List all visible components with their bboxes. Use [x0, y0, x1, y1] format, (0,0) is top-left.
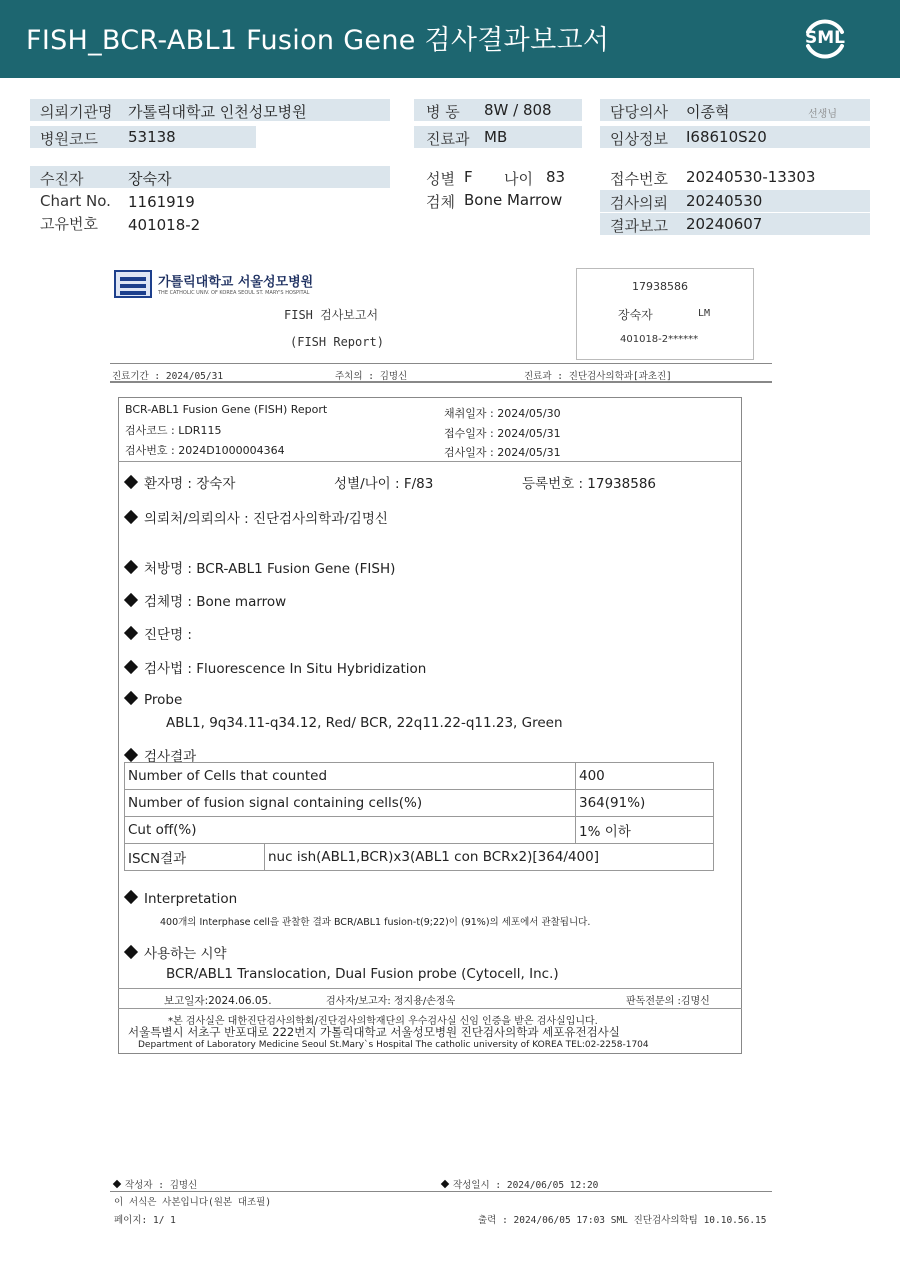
dept-value: MB: [484, 128, 508, 146]
hospital-code-value: 53138: [128, 128, 176, 146]
patient-name-line: 환자명 : 장숙자: [126, 472, 235, 492]
receipt-date: 접수일자 : 2024/05/31: [444, 427, 561, 440]
table-row: [125, 844, 714, 871]
dept-label: 진료과: [426, 130, 470, 148]
receipt-value: 20240530-13303: [686, 168, 816, 186]
bullet-icon: [124, 626, 138, 640]
hospital-value: 가톨릭대학교 인천성모병원: [128, 103, 307, 121]
chart-label: Chart No.: [40, 192, 111, 210]
report-divider: [118, 461, 742, 462]
patient-name-value: 장숙자: [128, 170, 172, 188]
header-banner: [0, 0, 900, 78]
department: 진료과 : 진단검사의학과[과초진]: [524, 371, 672, 382]
doctor-value: 이종혁: [686, 103, 730, 121]
receipt-label: 접수번호: [610, 170, 668, 188]
table-cell: Number of fusion signal containing cells(%): [125, 790, 576, 817]
patient-name-field: [30, 166, 390, 188]
test-code: 검사코드 : LDR115: [125, 424, 222, 437]
box-number: 17938586: [632, 280, 688, 293]
result-report-value: 20240607: [686, 215, 763, 233]
bullet-icon: [124, 691, 138, 705]
sml-logo-text: SML: [805, 28, 845, 48]
reagent-heading: 사용하는 시약: [126, 942, 227, 962]
bullet-icon: [124, 945, 138, 959]
specimen-line: 검체명 : Bone marrow: [126, 590, 286, 610]
scan-title: FISH 검사보고서: [284, 308, 379, 322]
rule-top: [110, 363, 772, 364]
pathologist: 판독전문의 :김명신: [626, 996, 710, 1007]
age-value: 83: [546, 168, 566, 186]
department-english: Department of Laboratory Medicine Seoul St.Mary`s Hospital The catholic university of KOREA TEL:02-2258-1704: [138, 1040, 649, 1050]
request-label: 검사의뢰: [610, 194, 668, 212]
unique-id-value: 401018-2: [128, 216, 201, 234]
doctor-suffix: 선생님: [808, 109, 837, 120]
print-info: 출력 : 2024/06/05 17:03 SML 진단검사의학팀 10.10.56.15: [478, 1215, 767, 1226]
box-name: 장숙자: [618, 308, 653, 322]
bullet-icon: [124, 660, 138, 674]
table-cell: Number of Cells that counted: [125, 763, 576, 790]
report-date: 보고일자:2024.06.05.: [164, 995, 272, 1007]
bullet-icon: [124, 890, 138, 904]
test-date: 검사일자 : 2024/05/31: [444, 446, 561, 459]
bullet-icon: [124, 748, 138, 762]
table-cell: Cut off(%): [125, 817, 576, 844]
iscn-label: ISCN결과: [125, 844, 265, 871]
specimen-value: Bone Marrow: [464, 191, 563, 209]
reagent-text: BCR/ABL1 Translocation, Dual Fusion probe (Cytocell, Inc.): [166, 966, 559, 982]
result-heading: 검사결과: [126, 745, 196, 765]
bullet-icon: [113, 1180, 121, 1188]
sex-label: 성별: [426, 170, 455, 188]
table-cell: 400: [576, 763, 714, 790]
table-row: [125, 790, 714, 817]
box-code: LM: [698, 308, 711, 319]
hospital-emblem-icon: [114, 270, 152, 298]
result-report-label: 결과보고: [610, 217, 668, 235]
registration-number: 등록번호 : 17938586: [522, 476, 657, 492]
bullet-icon: [124, 593, 138, 607]
clinical-label: 임상정보: [610, 130, 668, 148]
table-cell: 364(91%): [576, 790, 714, 817]
sex-value: F: [464, 168, 473, 186]
iscn-value: nuc ish(ABL1,BCR)x3(ABL1 con BCRx2)[364/400]: [265, 844, 714, 871]
report-name: BCR-ABL1 Fusion Gene (FISH) Report: [125, 403, 328, 416]
order-line: 처방명 : BCR-ABL1 Fusion Gene (FISH): [126, 557, 395, 577]
hospital-subtitle: THE CATHOLIC UNIV. OF KOREA SEOUL ST. MARY'S HOSPITAL: [158, 290, 310, 296]
bullet-icon: [124, 510, 138, 524]
table-row: [125, 763, 714, 790]
doctor-label: 담당의사: [610, 103, 668, 121]
probe-text: ABL1, 9q34.11-q34.12, Red/ BCR, 22q11.22-q11.23, Green: [166, 715, 563, 731]
hospital-label: 의뢰기관명: [40, 103, 113, 121]
test-number: 검사번호 : 2024D1000004364: [125, 444, 285, 457]
report-title: FISH_BCR-ABL1 Fusion Gene 검사결과보고서: [26, 25, 610, 56]
diagnosis-line: 진단명 :: [126, 623, 192, 643]
result-table: [124, 762, 714, 871]
bullet-icon: [124, 475, 138, 489]
author-line: 작성자 : 김명신: [114, 1177, 197, 1191]
treatment-period: 진료기간 : 2024/05/31: [112, 371, 224, 382]
method-line: 검사법 : Fluorescence In Situ Hybridization: [126, 657, 426, 677]
probe-heading: Probe: [126, 692, 182, 708]
table-cell: 1% 이하: [576, 817, 714, 844]
patient-name-label: 수진자: [40, 170, 84, 188]
clinical-value: I68610S20: [686, 128, 767, 146]
sml-logo: [800, 14, 850, 64]
table-row: [125, 817, 714, 844]
chart-value: 1161919: [128, 193, 195, 211]
box-id: 401018-2******: [620, 334, 699, 345]
attending-physician: 주치의 : 김명신: [335, 371, 408, 382]
cert-divider: [118, 1008, 742, 1009]
referrer-line: 의뢰처/의뢰의사 : 진단검사의학과/김명신: [126, 507, 388, 527]
lab-address: 서울특별시 서초구 반포대로 222번지 가톨릭대학교 서울성모병원 진단검사의학과 세포유전검사실: [128, 1025, 620, 1039]
certification-note: *본 검사실은 대한진단검사의학회/진단검사의학재단의 우수검사실 신임 인증을 받은 검사실입니다.: [168, 1016, 598, 1027]
unique-id-label: 고유번호: [40, 215, 98, 233]
age-label: 나이: [504, 170, 533, 188]
rule-bottom: [110, 381, 772, 383]
footer-rule: [110, 1191, 772, 1192]
interpretation-heading: Interpretation: [126, 891, 237, 907]
interpretation-text: 400개의 Interphase cell을 관찰한 결과 BCR/ABL1 fusion-t(9;22)이 (91%)의 세포에서 관찰됩니다.: [160, 917, 591, 928]
copy-note: 이 서식은 사본입니다(원본 대조필): [114, 1197, 272, 1208]
scan-subtitle: (FISH Report): [290, 335, 384, 349]
collection-date: 채취일자 : 2024/05/30: [444, 407, 561, 420]
ward-value: 8W / 808: [484, 101, 552, 119]
bullet-icon: [441, 1180, 449, 1188]
signature-divider: [118, 988, 742, 989]
bullet-icon: [124, 560, 138, 574]
hospital-name: 가톨릭대학교 서울성모병원: [158, 275, 314, 290]
hospital-code-label: 병원코드: [40, 130, 98, 148]
request-value: 20240530: [686, 192, 763, 210]
written-datetime: 작성일시 : 2024/06/05 12:20: [442, 1177, 598, 1191]
specimen-label: 검체: [426, 193, 455, 211]
tester-reporter: 검사자/보고자: 정지용/손정옥: [326, 996, 456, 1007]
sex-age-line: 성별/나이 : F/83: [334, 476, 434, 492]
page-number: 페이지: 1/ 1: [114, 1215, 176, 1226]
ward-label: 병 동: [426, 103, 460, 121]
